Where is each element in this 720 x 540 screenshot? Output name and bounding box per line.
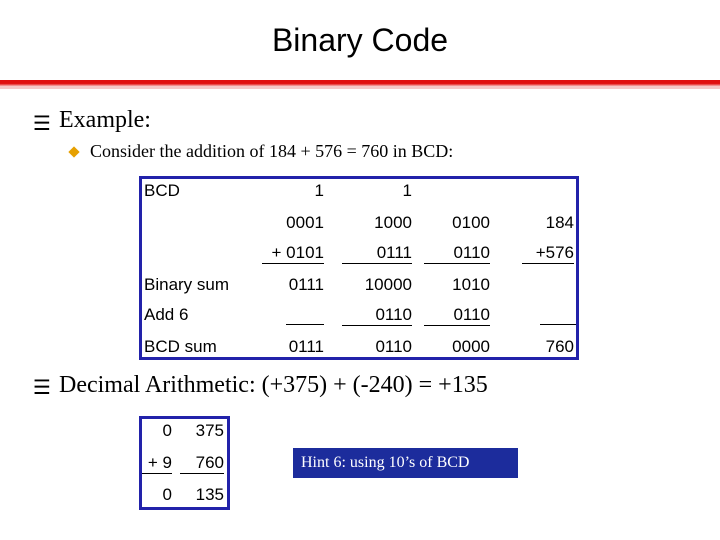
bcd-cell: 0100 [452,213,490,232]
hint-box: Hint 6: using 10’s of BCD [293,448,518,478]
dec-value: 135 [195,485,224,504]
bcd-cell: 1010 [452,275,490,294]
bcd-row-label: BCD [144,181,180,200]
bcd-cell: + 0101 [262,243,324,264]
bcd-carry: 1 [402,181,412,200]
decimal-table [139,416,230,510]
dec-sign: 0 [162,421,172,440]
diamond-icon [68,146,79,157]
bcd-row-label: BCD sum [144,337,217,356]
bcd-cell: 0110 [424,305,490,326]
underline [540,324,576,325]
bcd-carry: 1 [314,181,324,200]
bullet-symbol-icon: ☰ [33,111,51,135]
dec-value: 760 [180,453,224,474]
dec-value: 375 [195,421,224,440]
dec-sign: 0 [162,485,172,504]
bcd-cell: 0110 [342,305,412,326]
bcd-cell: 0111 [288,275,324,294]
dec-sign: + 9 [142,453,172,474]
bcd-cell: 0110 [375,337,412,356]
bcd-cell: 0000 [452,337,490,356]
bcd-cell: 1000 [374,213,412,232]
bcd-cell: 0111 [342,243,412,264]
bullet-symbol-icon: ☰ [33,375,51,399]
bcd-cell: 0001 [286,213,324,232]
bcd-row-label: Add 6 [144,305,189,324]
bcd-cell: 10000 [364,275,412,294]
underline [286,324,324,325]
title-rule-shadow [0,86,720,89]
bcd-decimal: 184 [545,213,574,232]
bcd-decimal: 760 [545,337,574,356]
page-title: Binary Code [271,22,449,58]
bcd-cell: 0111 [288,337,324,356]
sub-bullet-text: Consider the addition of 184 + 576 = 760 in BCD: [90,141,454,161]
bcd-table [139,176,579,360]
bcd-row-label: Binary sum [144,275,230,294]
decimal-arithmetic-label: Decimal Arithmetic: (+375) + (-240) = +135 [59,372,488,398]
bcd-cell: 0110 [424,243,490,264]
bcd-decimal: +576 [522,243,574,264]
example-label: Example: [59,107,151,133]
